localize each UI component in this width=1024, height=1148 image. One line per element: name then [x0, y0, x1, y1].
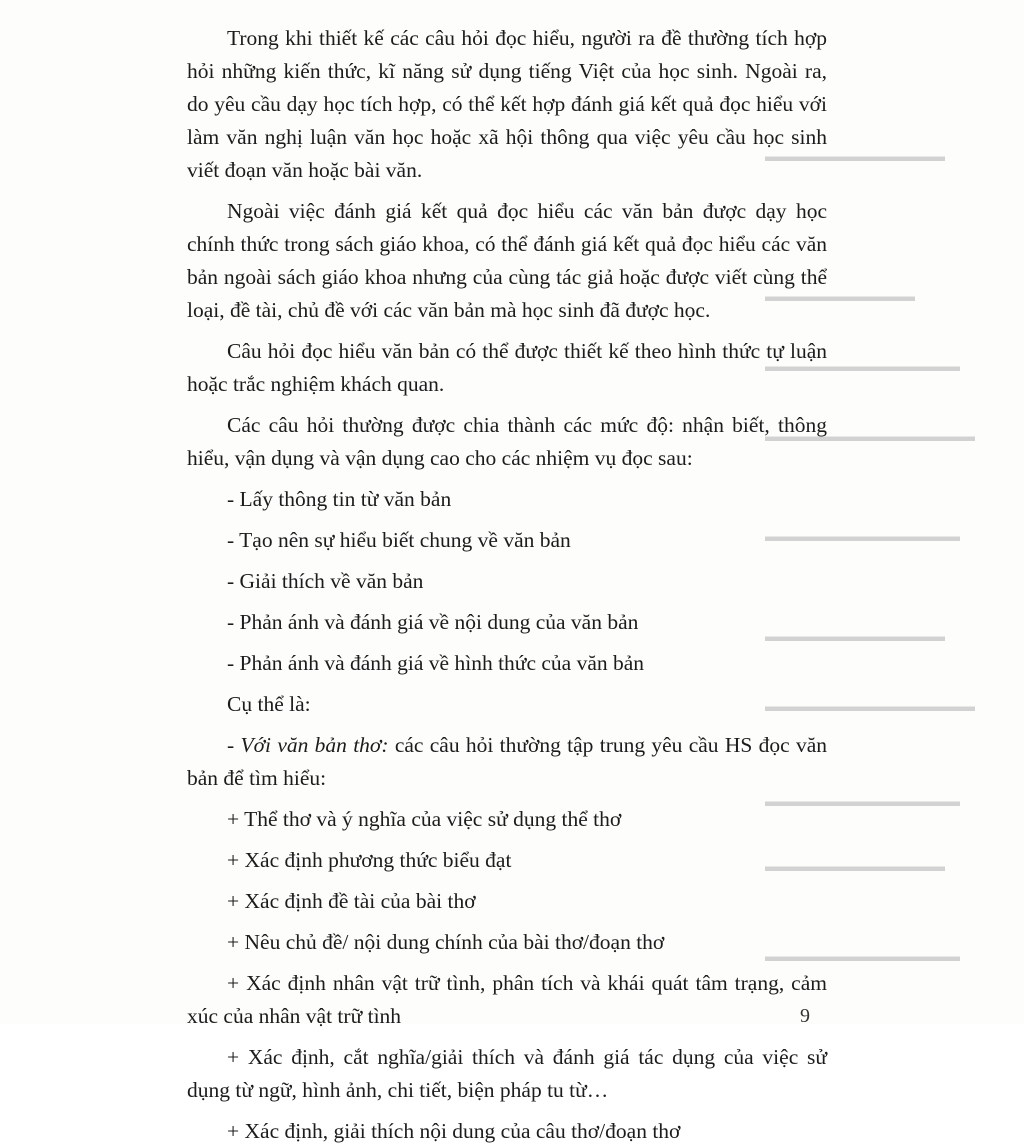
paragraph-extra-texts: Ngoài việc đánh giá kết quả đọc hiểu các văn bản được dạy học chính thức trong sách giáo khoa, có thể đánh giá kết quả đọc hiểu các văn bản ngoài sách giáo khoa nhưng của cùng tác giả hoặc được viết cùng thể loại, đề tài, chủ đề với các văn bản mà học sinh đã được học. — [187, 199, 827, 322]
reading-tasks-list — [187, 483, 827, 680]
list-item: + Xác định nhân vật trữ tình, phân tích và khái quát tâm trạng, cảm xúc của nhân vật trữ tình — [187, 971, 827, 1028]
list-item: - Tạo nên sự hiểu biết chung về văn bản — [227, 528, 571, 552]
poetry-label: Với văn bản thơ: — [240, 733, 389, 757]
list-item: - Phản ánh và đánh giá về hình thức của văn bản — [227, 651, 645, 675]
list-item: - Phản ánh và đánh giá về nội dung của văn bản — [227, 610, 639, 634]
poetry-text: các câu hỏi thường tập trung yêu cầu HS đọc văn bản để tìm hiểu: — [187, 733, 827, 790]
paragraph-levels: Các câu hỏi thường được chia thành các mức độ: nhận biết, thông hiểu, vận dụng và vận dụng cao cho các nhiệm vụ đọc sau: — [187, 413, 827, 470]
list-item: + Xác định, giải thích nội dung của câu thơ/đoạn thơ — [227, 1119, 681, 1143]
list-item: - Lấy thông tin từ văn bản — [227, 487, 452, 511]
poetry-prefix: - — [227, 733, 241, 757]
specifics-label: Cụ thể là: — [227, 692, 311, 716]
list-item: + Nêu chủ đề/ nội dung chính của bài thơ/đoạn thơ — [227, 930, 665, 954]
paragraph-integration: Trong khi thiết kế các câu hỏi đọc hiểu, người ra đề thường tích hợp hỏi những kiến thức, kĩ năng sử dụng tiếng Việt của học sinh. Ngoài ra, do yêu cầu dạy học tích hợp, có thể kết hợp đánh giá kết quả đọc hiểu với làm văn nghị luận văn học hoặc xã hội thông qua việc yêu cầu học sinh viết đoạn văn hoặc bài văn. — [187, 26, 827, 182]
document-page: ▬▬▬▬▬▬▬▬▬▬▬▬ ▬▬▬▬▬▬▬▬▬▬ ▬▬▬▬▬▬▬▬▬▬▬▬▬ ▬▬▬▬▬▬▬▬▬▬▬▬▬▬ ▬▬▬▬▬▬▬▬▬▬▬▬▬ ▬▬▬▬▬▬▬▬▬▬▬▬ ▬▬▬▬▬▬▬▬▬▬▬▬▬▬ ▬▬▬▬▬▬▬▬▬▬▬▬▬ ▬▬▬▬▬▬▬▬▬▬▬▬ ▬▬▬▬▬▬▬▬▬▬▬▬▬ Trong khi thiết kế các câu hỏi đọc hiểu, người ra đề thường tích hợp hỏi những kiến thức, kĩ năng sử dụng tiếng Việt của học sinh. Ngoài ra, do yêu cầu dạy học tích hợp, có thể kết hợp đánh giá kết quả đọc hiểu với làm văn nghị luận văn học hoặc xã hội thông qua việc yêu cầu học sinh viết đoạn văn hoặc bài văn. Ngoài việc đánh giá kết quả đọc hiểu các văn bản được dạy học chính thức trong sách giáo khoa, có thể đánh giá kết quả đọc hiểu các văn bản ngoài sách giáo khoa nhưng của cùng tác giả hoặc được viết cùng thể loại, đề tài, chủ đề với các văn bản mà học sinh đã được học. Câu hỏi đọc hiểu văn bản có thể được thiết kế theo hình thức tự luận hoặc trắc nghiệm khách quan. Các câu hỏi thường được chia thành các mức độ: nhận biết, thông hiểu, vận dụng và vận dụng cao cho các nhiệm vụ đọc sau: - Lấy thông tin từ văn bản - Tạo nên sự hiểu biết chung về văn bản - Giải thích về văn bản - Phản ánh và đánh giá về nội dung của văn bản - Phản ánh và đánh giá về hình thức của văn bản Cụ thể là: - Với văn bản thơ: các câu hỏi thường tập trung yêu cầu HS đọc văn bản để tìm hiểu: + Thể thơ và ý nghĩa của việc sử dụng thể thơ + Xác định phương thức biểu đạt + Xác định đề tài của bài thơ + Nêu chủ đề/ nội dung chính của bài thơ/đoạn thơ + Xác định nhân vật trữ tình, phân tích và khái quát tâm trạng, cảm xúc của nhân vật trữ tình + Xác định, cắt nghĩa/giải thích và đánh giá tác dụng của việc sử dụng từ ngữ, hình ảnh, chi tiết, biện pháp tu từ… + Xác định, giải thích nội dung của câu thơ/đoạn thơ 9 — [0, 0, 1024, 1024]
paragraph-question-format: Câu hỏi đọc hiểu văn bản có thể được thiết kế theo hình thức tự luận hoặc trắc nghiệm khách quan. — [187, 339, 827, 396]
page-number: 9 — [800, 1005, 810, 1027]
list-item: + Thể thơ và ý nghĩa của việc sử dụng thể thơ — [227, 807, 622, 831]
body-text — [187, 22, 827, 1148]
list-item: + Xác định, cắt nghĩa/giải thích và đánh giá tác dụng của việc sử dụng từ ngữ, hình ảnh, chi tiết, biện pháp tu từ… — [187, 1045, 827, 1102]
list-item: + Xác định đề tài của bài thơ — [227, 889, 476, 913]
list-item: + Xác định phương thức biểu đạt — [227, 848, 512, 872]
list-item: - Giải thích về văn bản — [227, 569, 424, 593]
poetry-items-list — [187, 803, 827, 1148]
poetry-intro — [187, 729, 827, 795]
